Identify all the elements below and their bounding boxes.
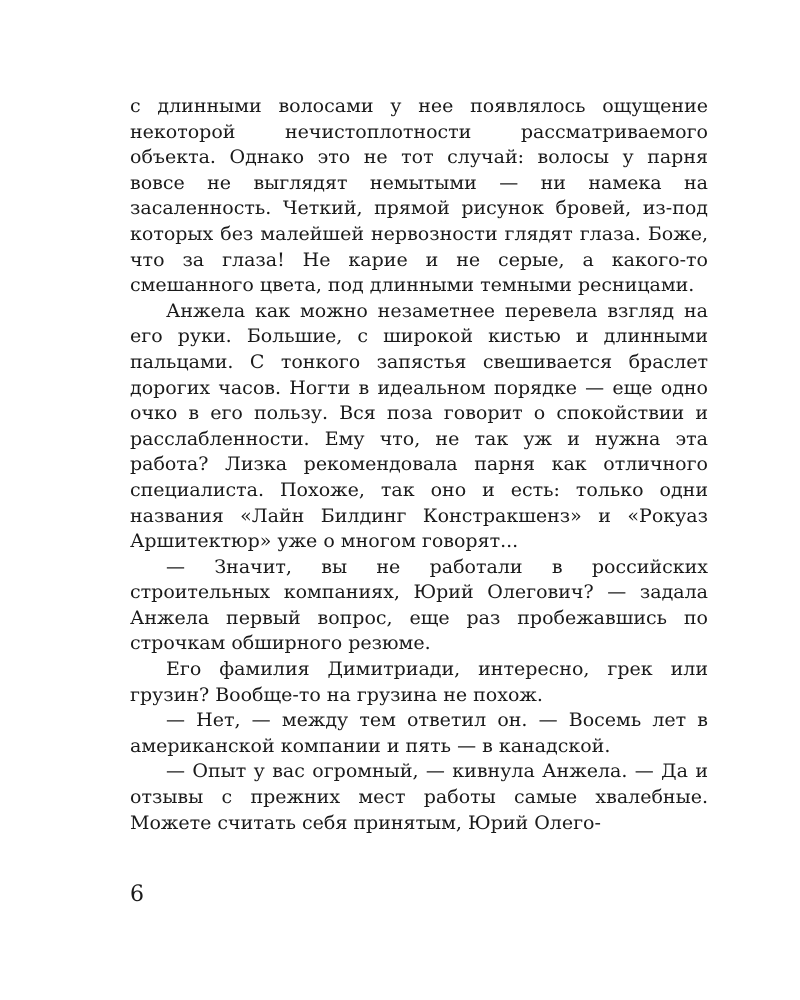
paragraph-3: — Значит, вы не работали в российских строительных компаниях, Юрий Олегович? — задала Анжела первый вопрос, еще раз пробежавшись по строчкам обширного резюме. — [130, 555, 708, 655]
page-number: 6 — [130, 882, 144, 907]
paragraph-6: — Опыт у вас огромный, — кивнула Анжела. — Да и отзывы с прежних мест работы самые хвалебные. Можете считать себя принятым, Юрий Олего- — [130, 760, 708, 834]
paragraph-1: с длинными волосами у нее появлялось ощущение некоторой нечистоплотности рассматриваемого объекта. Однако это не тот случай: волосы у парня вовсе не выглядят немытыми — ни намека на засаленность. Четкий, прямой рисунок бровей, из-под которых без малейшей нервозности глядят глаза. Боже, что за глаза! Не карие и не серые, а какого-то смешанного цвета, под длинными темными ресницами. — [130, 95, 708, 297]
paragraph-5: — Нет, — между тем ответил он. — Восемь лет в американской компании и пять — в канадской. — [130, 709, 708, 757]
paragraph-4: Его фамилия Димитриади, интересно, грек или грузин? Вообще-то на грузина не похож. — [130, 658, 708, 706]
paragraph-2: Анжела как можно незаметнее перевела взгляд на его руки. Большие, с широкой кистью и длинными пальцами. С тонкого запястья свешивается браслет дорогих часов. Ногти в идеальном порядке — еще одно очко в его пользу. Вся поза говорит о спокойствии и расслабленности. Ему что, не так уж и нужна эта работа? Лизка рекомендовала парня как отличного специалиста. Похоже, так оно и есть: только одни названия «Лайн Билдинг Констракшенз» и «Рокуаз Аршитектюр» уже о многом говорят... — [130, 299, 708, 553]
body-text — [130, 94, 708, 836]
